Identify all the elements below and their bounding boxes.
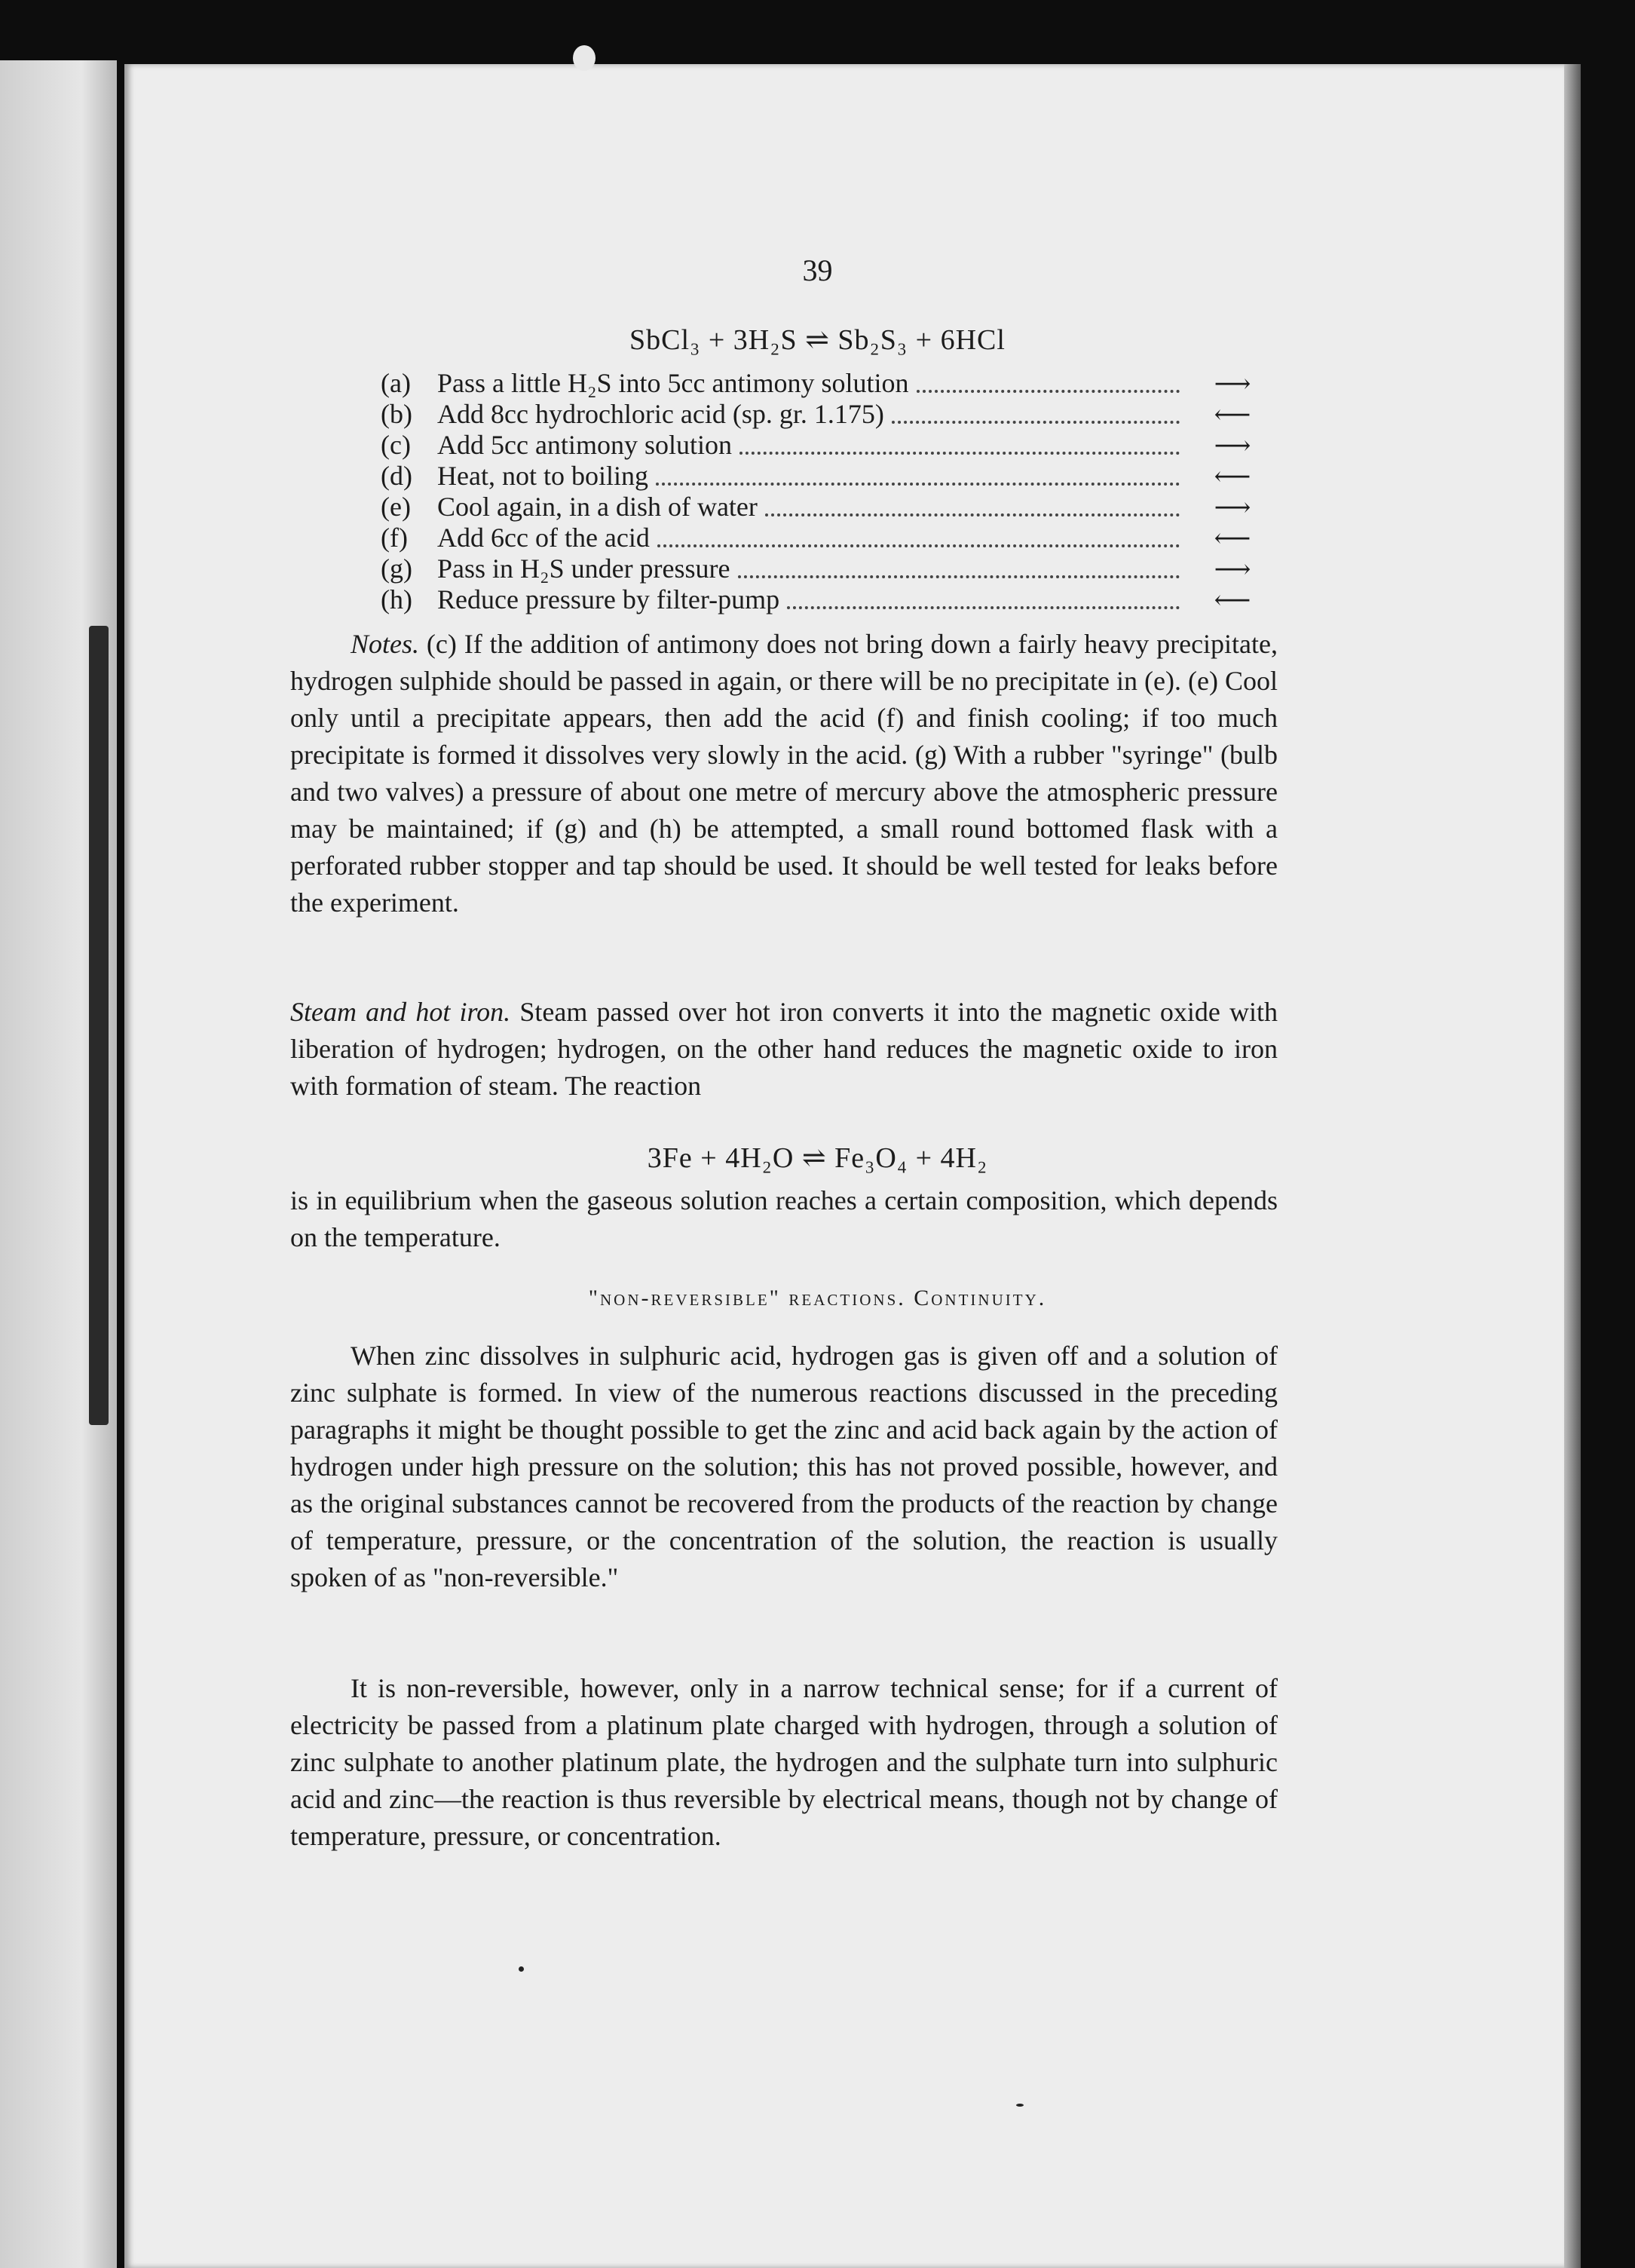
dot-leader	[917, 375, 1180, 393]
backward-arrow-icon: ⟵	[1214, 525, 1251, 553]
forward-arrow-icon: ⟶	[1214, 556, 1251, 584]
paper-tear	[573, 45, 596, 71]
notes-text: (c) If the addition of antimony does not bring down a fairly heavy precipitate, hydrogen sulphide should be passed in again, or there will be no precipitate in (e). (e) Cool only until a precipitate appears, then add the acid (f) and finish cooling; if too much precipitate is formed it dissolves very slowly in the acid. (g) With a rubber "syringe" (bulb and two valves) a pressure of about one metre of mercury above the atmospheric pressure may be maintained; if (g) and (h) be attempted, a small round bottomed flask with a perforated rubber stopper and tap should be used. It should be well tested for leaks before the experiment.	[290, 629, 1278, 918]
step-letter: (d)	[381, 461, 412, 491]
dot-leader	[787, 591, 1180, 609]
forward-arrow-icon: ⟶	[1214, 494, 1251, 522]
step-row	[381, 523, 1278, 553]
step-text: Pass a little H₂S into 5cc antimony solution	[437, 368, 909, 398]
step-text: Heat, not to boiling	[437, 461, 648, 491]
step-letter: (g)	[381, 553, 412, 584]
steam-text: Steam passed over hot iron converts it into the magnetic oxide with liberation of hydrogen; hydrogen, on the other hand reduces the magnetic oxide to iron with formation of steam. The reaction	[290, 997, 1278, 1101]
dot-leader	[656, 467, 1180, 486]
equation-antimony: SbCl₃ + 3H₂S ⇌ Sb₂S₃ + 6HCl	[629, 324, 1006, 356]
step-letter: (h)	[381, 584, 412, 615]
forward-arrow-icon: ⟶	[1214, 432, 1251, 460]
notes-label: Notes.	[351, 629, 420, 659]
step-letter: (a)	[381, 368, 411, 398]
step-row	[381, 399, 1278, 430]
steam-paragraph	[290, 994, 1278, 1105]
step-letter: (f)	[381, 523, 408, 553]
equilibrium-paragraph: is in equilibrium when the gaseous solution reaches a certain composition, which depends on the temperature.	[290, 1185, 1278, 1252]
forward-arrow-icon: ⟶	[1214, 370, 1251, 398]
backward-arrow-icon: ⟵	[1214, 401, 1251, 429]
procedure-steps	[381, 368, 1278, 615]
step-row	[381, 368, 1278, 399]
step-row	[381, 461, 1278, 492]
step-row	[381, 553, 1278, 584]
notes-paragraph	[290, 626, 1278, 921]
backward-arrow-icon: ⟵	[1214, 463, 1251, 491]
step-text: Reduce pressure by filter-pump	[437, 584, 780, 615]
step-text: Add 6cc of the acid	[437, 523, 650, 553]
step-text: Add 5cc antimony solution	[437, 430, 732, 460]
step-row	[381, 584, 1278, 615]
section-heading: "non-reversible" reactions. Continuity.	[588, 1286, 1047, 1310]
step-letter: (e)	[381, 492, 411, 522]
dot-leader	[765, 498, 1180, 516]
electrical-paragraph: It is non-reversible, however, only in a narrow technical sense; for if a current of electricity be passed from a platinum plate charged with hydrogen, through a solution of zinc sulphate to another platinum plate, the hydrogen and the sulphate turn into sulphuric acid and zinc—the reaction is thus reversible by electrical means, though not by change of temperature, pressure, or concentration.	[290, 1673, 1278, 1851]
step-text: Pass in H₂S under pressure	[437, 553, 730, 584]
step-text: Add 8cc hydrochloric acid (sp. gr. 1.175)	[437, 399, 884, 429]
dot-leader	[739, 437, 1180, 455]
step-row	[381, 430, 1278, 461]
dot-leader	[738, 560, 1180, 578]
step-text: Cool again, in a dish of water	[437, 492, 758, 522]
page-number: 39	[802, 253, 833, 287]
equation-iron: 3Fe + 4H₂O ⇌ Fe₃O₄ + 4H₂	[647, 1142, 988, 1174]
steam-label: Steam and hot iron.	[290, 997, 511, 1027]
dot-leader	[892, 406, 1180, 424]
step-row	[381, 492, 1278, 523]
dust-speck	[519, 1966, 524, 1972]
dot-leader	[657, 529, 1180, 547]
step-letter: (c)	[381, 430, 411, 460]
zinc-paragraph: When zinc dissolves in sulphuric acid, hydrogen gas is given off and a solution of zinc sulphate is formed. In view of the numerous reactions discussed in the preceding paragraphs it might be thought possible to get the zinc and acid back again by the action of hydrogen under high pressure on the solution; this has not proved possible, however, and as the original substances cannot be recovered from the products of the reaction by change of temperature, pressure, or the concentration of the solution, the reaction is usually spoken of as "non-reversible."	[290, 1341, 1278, 1592]
backward-arrow-icon: ⟵	[1214, 587, 1251, 615]
step-letter: (b)	[381, 399, 412, 429]
dust-speck	[1016, 2104, 1024, 2107]
